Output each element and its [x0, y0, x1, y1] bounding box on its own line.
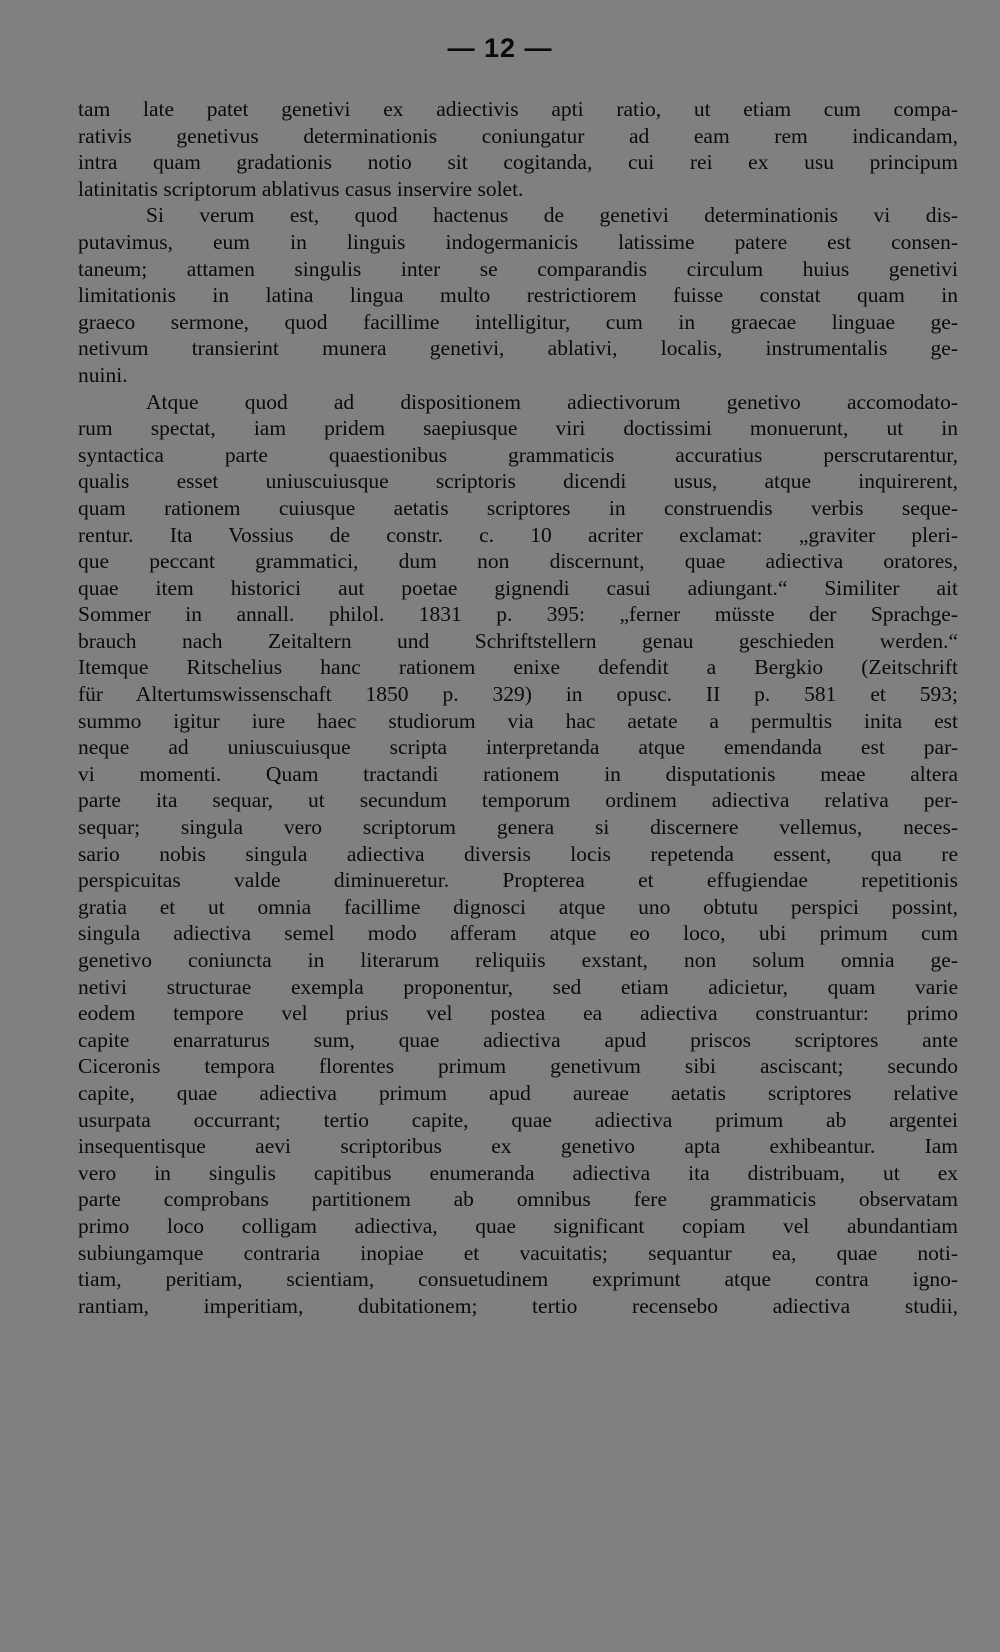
text-line: Atque quod ad dispositionem adiectivorum genetivo accomodato-	[146, 389, 958, 414]
text-line: que peccant grammatici, dum non discernunt, quae adiectiva oratores,	[78, 549, 958, 574]
text-line: singula adiectiva semel modo afferam atque eo loco, ubi primum cum	[78, 921, 958, 946]
text-line: rativis genetivus determinationis coniungatur ad eam rem indicandam,	[78, 123, 958, 148]
text-line: subiungamque contraria inopiae et vacuitatis; sequantur ea, quae noti-	[78, 1240, 958, 1265]
text-line: eodem tempore vel prius vel postea ea adiectiva construantur: primo	[78, 1001, 958, 1026]
text-line: Itemque Ritschelius hanc rationem enixe defendit a Bergkio (Zeitschrift	[78, 655, 958, 680]
text-line: sario nobis singula adiectiva diversis locis repetenda essent, qua re	[78, 841, 958, 866]
text-line: intra quam gradationis notio sit cogitanda, cui rei ex usu principum	[78, 150, 958, 175]
text-line: tam late patet genetivi ex adiectivis apti ratio, ut etiam cum compa-	[78, 97, 958, 121]
text-line: rentur. Ita Vossius de constr. c. 10 acriter exclamat: „graviter pleri-	[78, 522, 958, 547]
text-line: vero in singulis capitibus enumeranda adiectiva ita distribuam, ut ex	[78, 1160, 958, 1185]
text-line: latinitatis scriptorum ablativus casus inservire solet.	[78, 176, 524, 201]
text-line: sequar; singula vero scriptorum genera si discernere vellemus, neces-	[78, 815, 958, 840]
text-line: netivum transierint munera genetivi, ablativi, localis, instrumentalis ge-	[78, 336, 958, 361]
text-line: Ciceronis tempora florentes primum genetivum sibi asciscant; secundo	[78, 1054, 958, 1079]
text-line: quam rationem cuiusque aetatis scriptores in construendis verbis seque-	[78, 495, 958, 520]
text-line: rum spectat, iam pridem saepiusque viri doctissimi monuerunt, ut in	[78, 416, 958, 441]
text-line: nuini.	[78, 362, 128, 387]
text-line: für Altertumswissenschaft 1850 p. 329) in opusc. II p. 581 et 593;	[78, 682, 958, 707]
text-line	[78, 1319, 958, 1346]
text-line: quae item historici aut poetae gignendi casui adiungant.“ Similiter ait	[78, 575, 958, 600]
text-line: rantiam, imperitiam, dubitationem; tertio recensebo adiectiva studii,	[78, 1293, 958, 1318]
text-line: tiam, peritiam, scientiam, consuetudinem exprimunt atque contra igno-	[78, 1267, 958, 1292]
text-line: capite enarraturus sum, quae adiectiva apud priscos scriptores ante	[78, 1027, 958, 1052]
text-line: perspicuitas valde diminueretur. Propterea et effugiendae repetitionis	[78, 868, 958, 893]
text-line: parte comprobans partitionem ab omnibus fere grammaticis observatam	[78, 1187, 958, 1212]
text-line: Si verum est, quod hactenus de genetivi determinationis vi dis-	[146, 203, 958, 228]
text-line: vi momenti. Quam tractandi rationem in disputationis meae altera	[78, 761, 958, 786]
text-line: gratia et ut omnia facillime dignosci atque uno obtutu perspici possint,	[78, 894, 958, 919]
text-line: primo loco colligam adiectiva, quae significant copiam vel abundantiam	[78, 1213, 958, 1238]
text-line: syntactica parte quaestionibus grammaticis accuratius perscrutarentur,	[78, 442, 958, 467]
text-line: summo igitur iure haec studiorum via hac aetate a permultis inita est	[78, 708, 958, 733]
text-line: taneum; attamen singulis inter se comparandis circulum huius genetivi	[78, 256, 958, 281]
text-line: brauch nach Zeitaltern und Schriftstellern genau geschieden werden.“	[78, 628, 958, 653]
text-line: neque ad uniuscuiusque scripta interpretanda atque emendanda est par-	[78, 735, 958, 760]
text-line: usurpata occurrant; tertio capite, quae adiectiva primum ab argentei	[78, 1107, 958, 1132]
text-line: putavimus, eum in linguis indogermanicis latissime patere est consen-	[78, 229, 958, 254]
text-line: graeco sermone, quod facillime intelligitur, cum in graecae linguae ge-	[78, 309, 958, 334]
text-line: parte ita sequar, ut secundum temporum ordinem adiectiva relativa per-	[78, 788, 958, 813]
text-line: capite, quae adiectiva primum apud aureae aetatis scriptores relative	[78, 1080, 958, 1105]
text-line: genetivo coniuncta in literarum reliquiis exstant, non solum omnia ge-	[78, 948, 958, 972]
text-line: Sommer in annall. philol. 1831 p. 395: „ferner müsste der Sprachge-	[78, 602, 958, 627]
page-number: — 12 —	[447, 33, 553, 63]
text-line: qualis esset uniuscuiusque scriptoris dicendi usus, atque inquirerent,	[78, 469, 958, 494]
text-line: limitationis in latina lingua multo restrictiorem fuisse constat quam in	[78, 283, 958, 308]
text-line: insequentisque aevi scriptoribus ex genetivo apta exhibeantur. Iam	[78, 1134, 958, 1159]
body-text	[78, 96, 958, 1346]
text-line: netivi structurae exempla proponentur, sed etiam adicietur, quam varie	[78, 974, 958, 999]
